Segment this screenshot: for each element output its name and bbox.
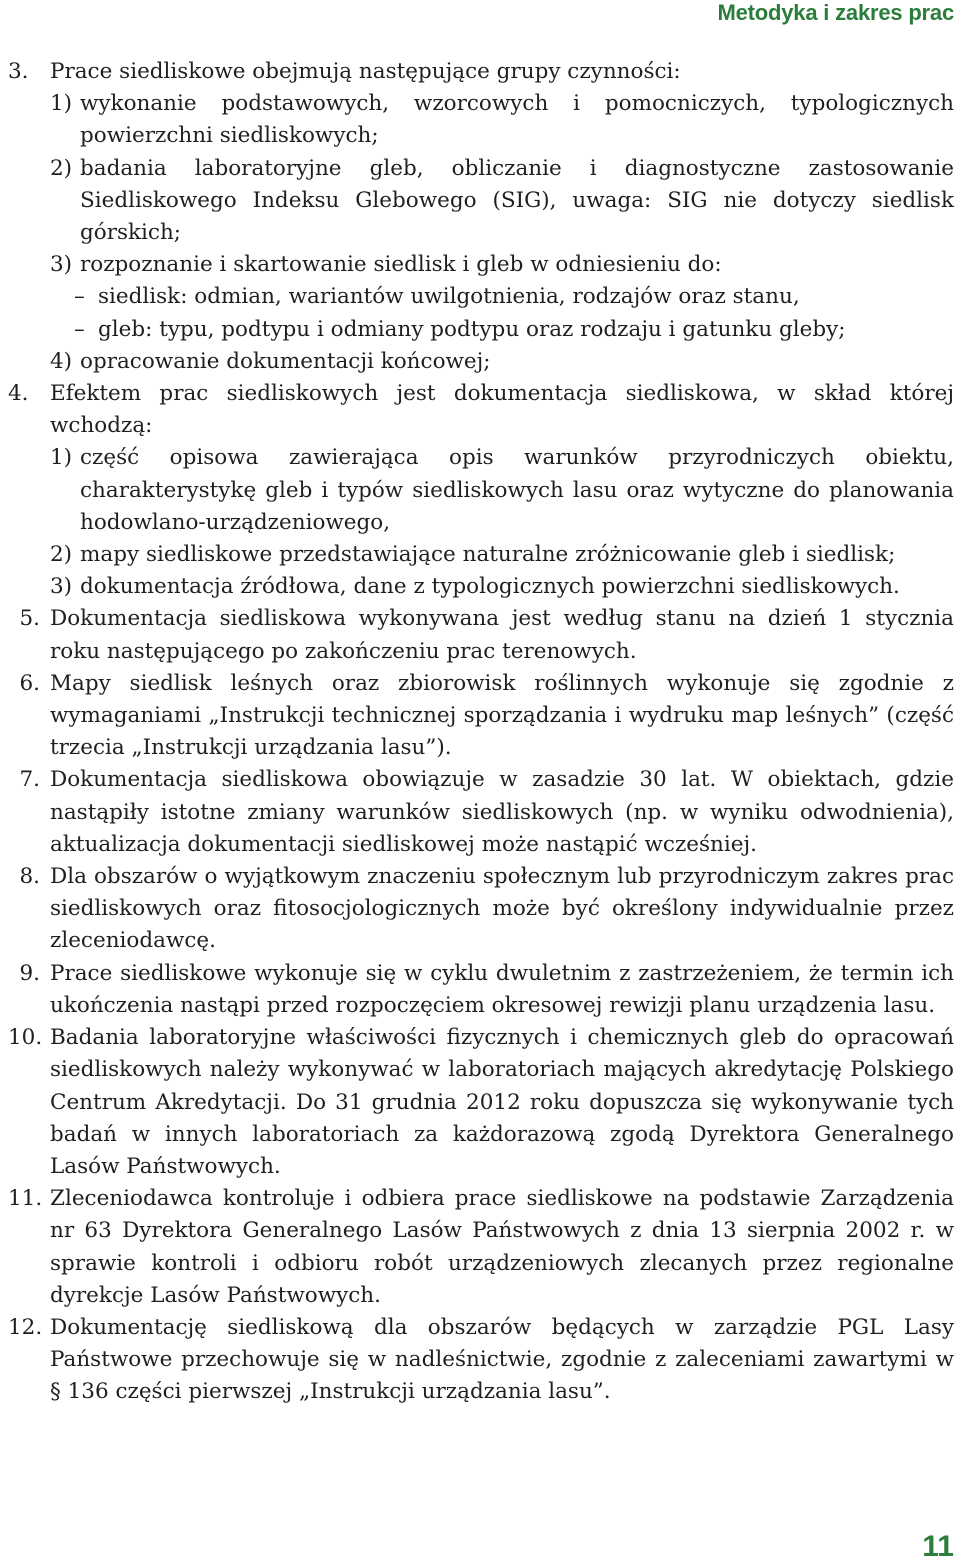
sub-item-number: 1) (50, 91, 73, 117)
list-item-3 (8, 56, 954, 88)
sub-item (8, 571, 954, 603)
dash-item (8, 314, 954, 346)
item-text: Dla obszarów o wyjątkowym znaczeniu społecznym lub przyrodniczym zakres prac siedliskowych oraz fitosocjologicznych może być określony indywidualnie przez zleceniodawcę. (50, 864, 954, 954)
sub-item-text: dokumentacja źródłowa, dane z typologicznych powierzchni siedliskowych. (80, 574, 900, 600)
list-item-5 (8, 603, 954, 667)
sub-item-number: 3) (50, 574, 73, 600)
page-number: 11 (922, 1530, 954, 1563)
item-number: 10. (8, 1025, 43, 1051)
item-text: Zleceniodawca kontroluje i odbiera prace siedliskowe na podstawie Zarządzenia nr 63 Dyrektora Generalnego Lasów Państwowych z dnia 13 sierpnia 2002 r. w sprawie kontroli i odbioru robót urządzeniowych zlecanych przez regionalne dyrekcje Lasów Państwowych. (50, 1186, 954, 1308)
sub-item (8, 346, 954, 378)
list-item-4 (8, 378, 954, 442)
sub-item-number: 2) (50, 542, 73, 568)
dash-item (8, 281, 954, 313)
dash-mark: – (74, 316, 85, 342)
sub-item (8, 442, 954, 539)
sub-item (8, 88, 954, 152)
item-text: Efektem prac siedliskowych jest dokumentacja siedliskowa, w skład której wchodzą: (50, 381, 954, 439)
item-number: 9. (19, 960, 40, 986)
running-header: Metodyka i zakres prac (717, 0, 954, 25)
item-text: Dokumentacja siedliskowa wykonywana jest według stanu na dzień 1 stycznia roku następującego po zakończeniu prac terenowych. (50, 606, 954, 664)
sub-item-number: 4) (50, 348, 73, 374)
list-item-10 (8, 1022, 954, 1183)
item-text: Prace siedliskowe wykonuje się w cyklu dwuletnim z zastrzeżeniem, że termin ich ukończenia nastąpi przed rozpoczęciem okresowej rewizji planu urządzenia lasu. (50, 960, 954, 1018)
list-item-6 (8, 668, 954, 765)
sub-item (8, 249, 954, 281)
list-item-9 (8, 958, 954, 1022)
item-number: 11. (8, 1186, 43, 1212)
item-text: Badania laboratoryjne właściwości fizycznych i chemicznych gleb do opracowań siedliskowych należy wykonywać w laboratoriach mających akredytację Polskiego Centrum Akredytacji. Do 31 grudnia 2012 roku dopuszcza się wykonywanie tych badań w innych laboratoriach za każdorazową zgodą Dyrektora Generalnego Lasów Państwowych. (50, 1025, 954, 1179)
sub-item-text: rozpoznanie i skartowanie siedlisk i gleb w odniesieniu do: (80, 252, 722, 278)
document-body (8, 56, 954, 1409)
sub-item (8, 153, 954, 250)
dash-item-text: gleb: typu, podtypu i odmiany podtypu oraz rodzaju i gatunku gleby; (98, 316, 846, 342)
item-number: 7. (19, 767, 40, 793)
sub-item-number: 2) (50, 155, 73, 181)
item-text: Prace siedliskowe obejmują następujące grupy czynności: (50, 59, 681, 84)
sub-item-text: badania laboratoryjne gleb, obliczanie i diagnostyczne zastosowanie Siedliskowego Indeksu Glebowego (SIG), uwaga: SIG nie dotyczy siedlisk górskich; (80, 155, 954, 246)
sub-item (8, 539, 954, 571)
dash-item-text: siedlisk: odmian, wariantów uwilgotnienia, rodzajów oraz stanu, (98, 284, 800, 310)
sub-item-text: wykonanie podstawowych, wzorcowych i pomocniczych, typologicznych powierzchni siedliskowych; (80, 91, 954, 149)
item-number: 3. (8, 59, 29, 84)
item-text: Mapy siedlisk leśnych oraz zbiorowisk roślinnych wykonuje się zgodnie z wymaganiami „Instrukcji technicznej sporządzania i wydruku map leśnych” (część trzecia „Instrukcji urządzania lasu”). (50, 670, 954, 761)
item-number: 4. (8, 381, 29, 407)
sub-item-number: 3) (50, 252, 73, 278)
list-item-11 (8, 1183, 954, 1312)
list-item-12 (8, 1312, 954, 1409)
item-number: 12. (8, 1314, 43, 1340)
list-item-7 (8, 764, 954, 861)
item-text: Dokumentacja siedliskowa obowiązuje w zasadzie 30 lat. W obiektach, gdzie nastąpiły istotne zmiany warunków siedliskowych (np. w wyniku odwodnienia), aktualizacja dokumentacji siedliskowej może nastąpić wcześniej. (50, 767, 954, 857)
sub-item-text: część opisowa zawierająca opis warunków przyrodniczych obiektu, charakterystykę gleb i typów siedliskowych lasu oraz wytyczne do planowania hodowlano-urządzeniowego, (80, 445, 954, 535)
item-number: 5. (19, 606, 40, 632)
sub-item-text: opracowanie dokumentacji końcowej; (80, 348, 491, 374)
sub-item-text: mapy siedliskowe przedstawiające naturalne zróżnicowanie gleb i siedlisk; (80, 542, 896, 568)
item-text: Dokumentację siedliskową dla obszarów będących w zarządzie PGL Lasy Państwowe przechowuje się w nadleśnictwie, zgodnie z zaleceniami zawartymi w § 136 części pierwszej „Instrukcji urządzania lasu”. (50, 1314, 954, 1405)
dash-mark: – (74, 284, 85, 310)
list-item-8 (8, 861, 954, 958)
sub-item-number: 1) (50, 445, 73, 471)
item-number: 8. (19, 864, 40, 890)
item-number: 6. (19, 670, 40, 696)
